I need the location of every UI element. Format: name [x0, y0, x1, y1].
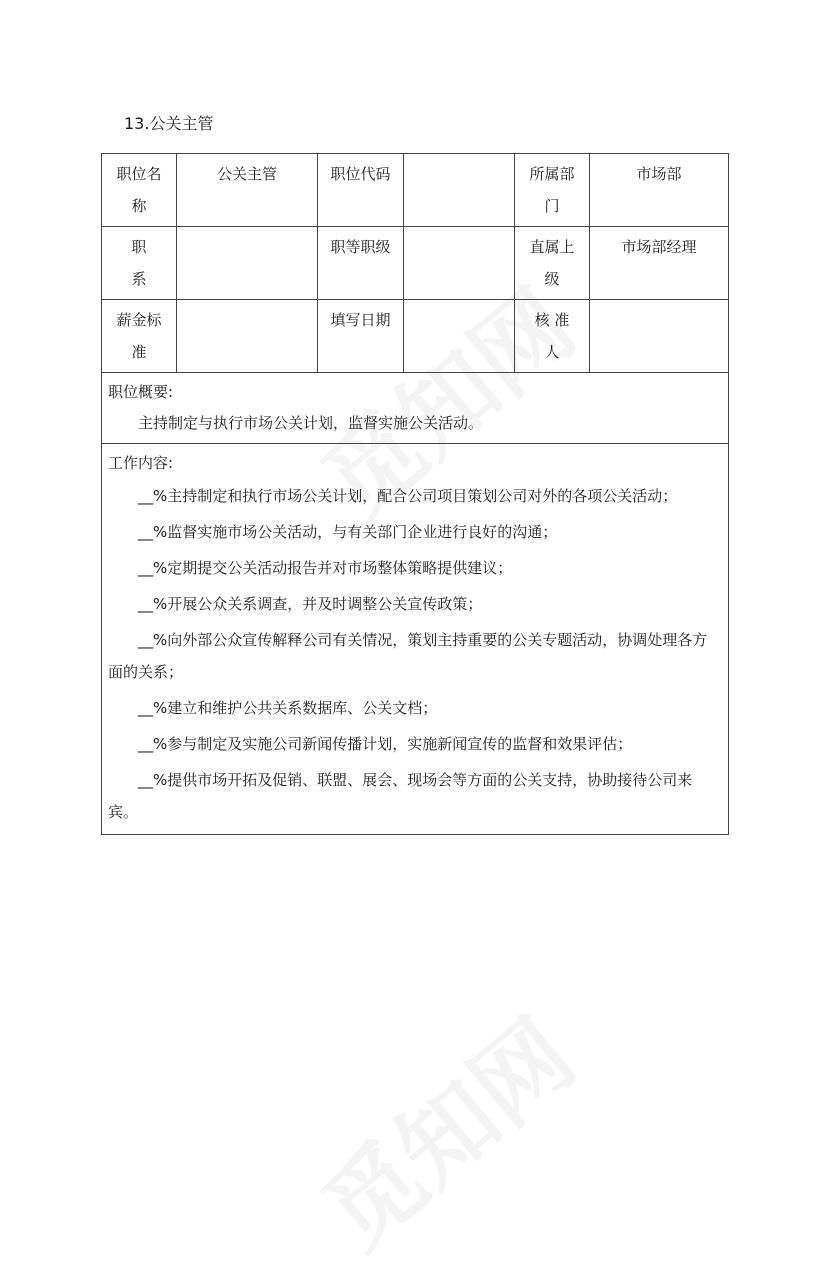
field-label: 直属上 级: [515, 227, 590, 300]
percent-blank: __: [138, 631, 153, 649]
percent-blank: __: [138, 523, 153, 541]
field-value: [404, 300, 515, 373]
duty-item: [108, 692, 722, 724]
duty-item: [108, 624, 722, 688]
watermark: [290, 983, 599, 1273]
info-row: [102, 300, 729, 373]
duties-cell: [102, 444, 729, 835]
field-label: 填写日期: [318, 300, 404, 373]
duty-text: %监督实施市场公关活动，与有关部门企业进行良好的沟通；: [153, 523, 558, 541]
duty-item: [108, 552, 722, 584]
info-rows: [102, 154, 729, 373]
percent-blank: __: [138, 771, 153, 789]
field-label: 职位名 称: [102, 154, 177, 227]
duty-text: %定期提交公关活动报告并对市场整体策略提供建议；: [153, 559, 513, 577]
percent-blank: __: [138, 699, 153, 717]
duties-title: 工作内容:: [108, 454, 174, 472]
summary-text: 主持制定与执行市场公关计划，监督实施公关活动。: [138, 414, 484, 432]
duty-text: %建立和维护公共关系数据库、公关文档；: [153, 699, 438, 717]
field-label: 职位代码: [318, 154, 404, 227]
percent-blank: __: [138, 595, 153, 613]
duty-list: [108, 480, 722, 828]
percent-blank: __: [138, 735, 153, 753]
field-label: 核 准 人: [515, 300, 590, 373]
field-label: 职 系: [102, 227, 177, 300]
field-value: [177, 227, 318, 300]
summary-cell: [102, 373, 729, 444]
field-value: [590, 300, 729, 373]
field-label: 职等职级: [318, 227, 404, 300]
percent-blank: __: [138, 487, 153, 505]
duty-text: %向外部公众宣传解释公司有关情况，策划主持重要的公关专题活动，协调处理各方面的关系；: [108, 631, 708, 681]
info-row: [102, 154, 729, 227]
duty-item: [108, 588, 722, 620]
field-value: 公关主管: [177, 154, 318, 227]
summary-title: 职位概要:: [108, 383, 174, 401]
duty-item: [108, 516, 722, 548]
duty-item: [108, 764, 722, 828]
field-label: 薪金标 准: [102, 300, 177, 373]
duty-text: %开展公众关系调查，并及时调整公关宣传政策；: [153, 595, 483, 613]
duty-item: [108, 728, 722, 760]
field-value: [404, 227, 515, 300]
field-value: [404, 154, 515, 227]
percent-blank: __: [138, 559, 153, 577]
field-value: [177, 300, 318, 373]
duty-text: %主持制定和执行市场公关计划，配合公司项目策划公司对外的各项公关活动；: [153, 487, 678, 505]
field-value: 市场部: [590, 154, 729, 227]
duty-text: %提供市场开拓及促销、联盟、展会、现场会等方面的公关支持，协助接待公司来宾。: [108, 771, 693, 821]
duty-text: %参与制定及实施公司新闻传播计划，实施新闻宣传的监督和效果评估；: [153, 735, 633, 753]
job-description-table: [101, 153, 729, 835]
field-label: 所属部 门: [515, 154, 590, 227]
duty-item: [108, 480, 722, 512]
field-value: 市场部经理: [590, 227, 729, 300]
section-heading: 13.公关主管: [124, 114, 214, 133]
info-row: [102, 227, 729, 300]
